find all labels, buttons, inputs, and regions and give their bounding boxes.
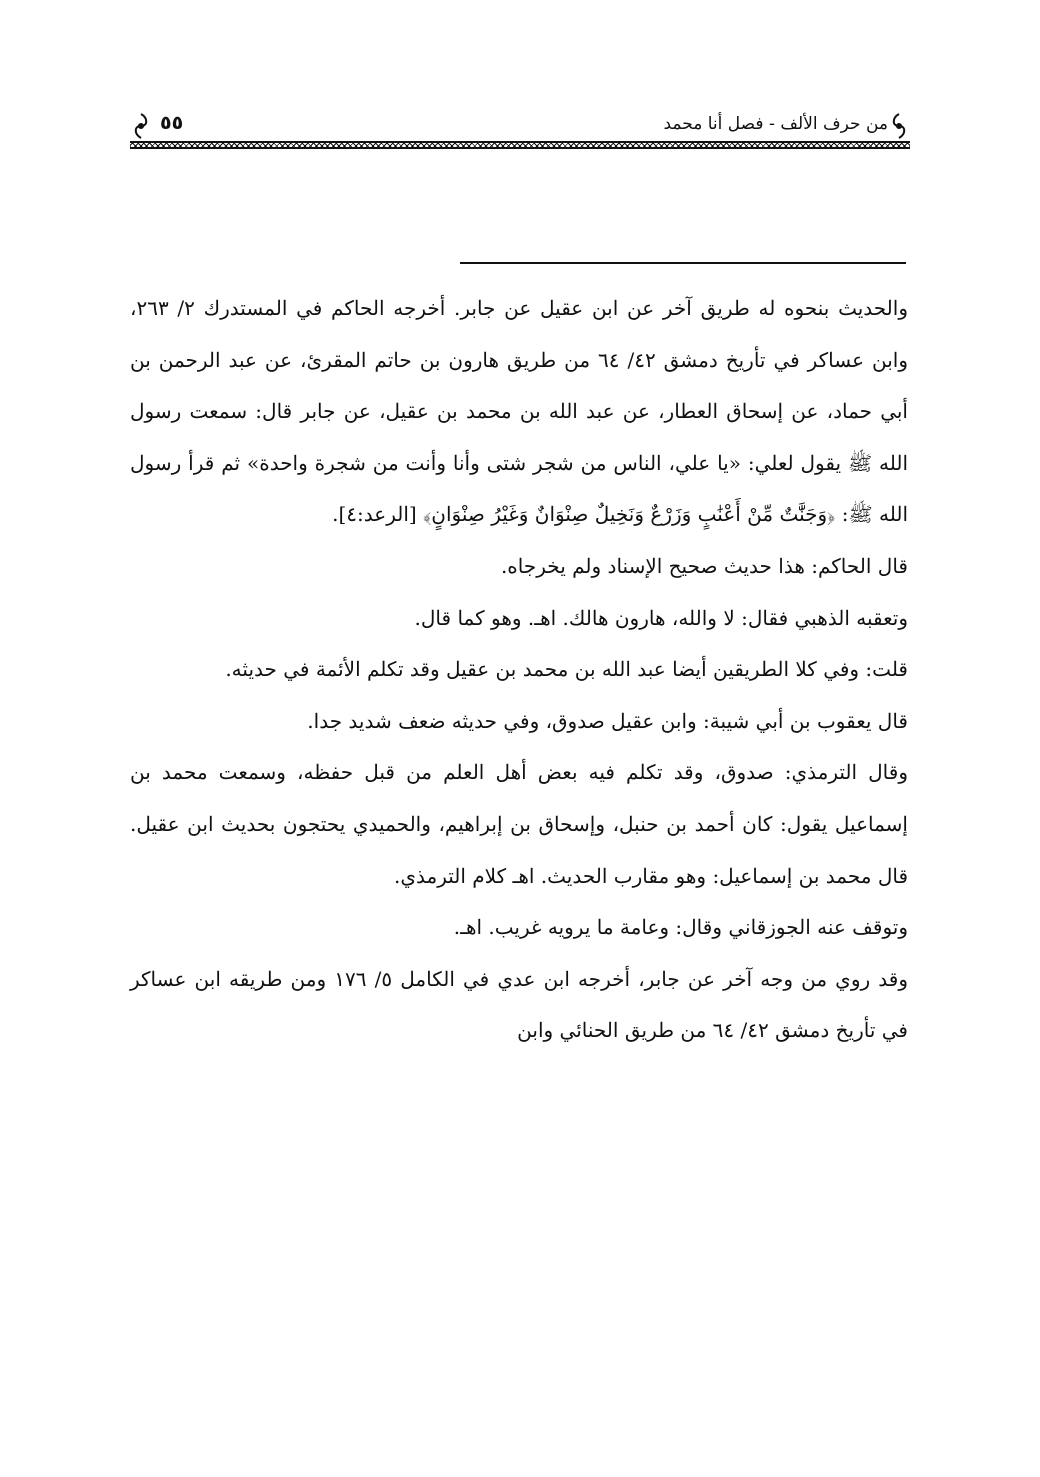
paragraph: وقد روي من وجه آخر عن جابر، أخرجه ابن عدي في الكامل ٥/ ١٧٦ ومن طريقه ابن عساكر في تأريخ دمشق ٤٢/ ٦٤ من طريق الحنائي وابن [130, 966, 908, 1043]
separator-line [460, 262, 906, 264]
paragraph: وتوقف عنه الجوزقاني وقال: وعامة ما يرويه غريب. اهـ. [453, 915, 908, 940]
paragraph: قال يعقوب بن أبي شيبة: وابن عقيل صدوق، وفي حديثه ضعف شديد جدا. [307, 708, 908, 733]
page-number: ٥٥ [160, 112, 184, 134]
main-text [130, 283, 908, 1057]
paragraph: والحديث بنحوه له طريق آخر عن ابن عقيل عن جابر. أخرجه الحاكم في المستدرك ٢/ ٢٦٣، وابن عساكر في تأريخ دمشق ٤٢/ ٦٤ من طريق هارون بن حاتم المقرئ، عن عبد الرحمن بن أبي حماد، عن إسحاق العطار، عن عبد الله بن محمد بن عقيل، عن جابر قال: سمعت رسول الله ﷺ يقول لعلي: «يا علي، الناس من شجر شتى وأنا وأنت من شجرة واحدة» ثم قرأ رسول الله ﷺ: ﴿وَجَنَّٰتٌ مِّنْ أَعْنَٰبٍ وَزَرْعٌ وَنَخِيلٌ صِنْوَانٌ وَغَيْرُ صِنْوَانٍ﴾ [الرعد:٤]. [130, 296, 908, 527]
page-header [130, 112, 910, 142]
ornament-icon [130, 112, 152, 140]
header-border [130, 141, 910, 149]
running-header-title: من حرف الألف - فصل أنا محمد [663, 114, 888, 134]
paragraph: قلت: وفي كلا الطريقين أيضا عبد الله بن محمد بن عقيل وقد تكلم الأئمة في حديثه. [225, 657, 908, 682]
paragraph: قال الحاكم: هذا حديث صحيح الإسناد ولم يخرجاه. [500, 553, 908, 578]
paragraph: وتعقبه الذهبي فقال: لا والله، هارون هالك. اهـ. وهو كما قال. [414, 605, 908, 630]
paragraph: وقال الترمذي: صدوق، وقد تكلم فيه بعض أهل العلم من قبل حفظه، وسمعت محمد بن إسماعيل يقول: كان أحمد بن حنبل، وإسحاق بن إبراهيم، والحميدي يحتجون بحديث ابن عقيل. قال محمد بن إسماعيل: وهو مقارب الحديث. اهـ كلام الترمذي. [130, 760, 908, 888]
ornament-icon [888, 112, 910, 140]
